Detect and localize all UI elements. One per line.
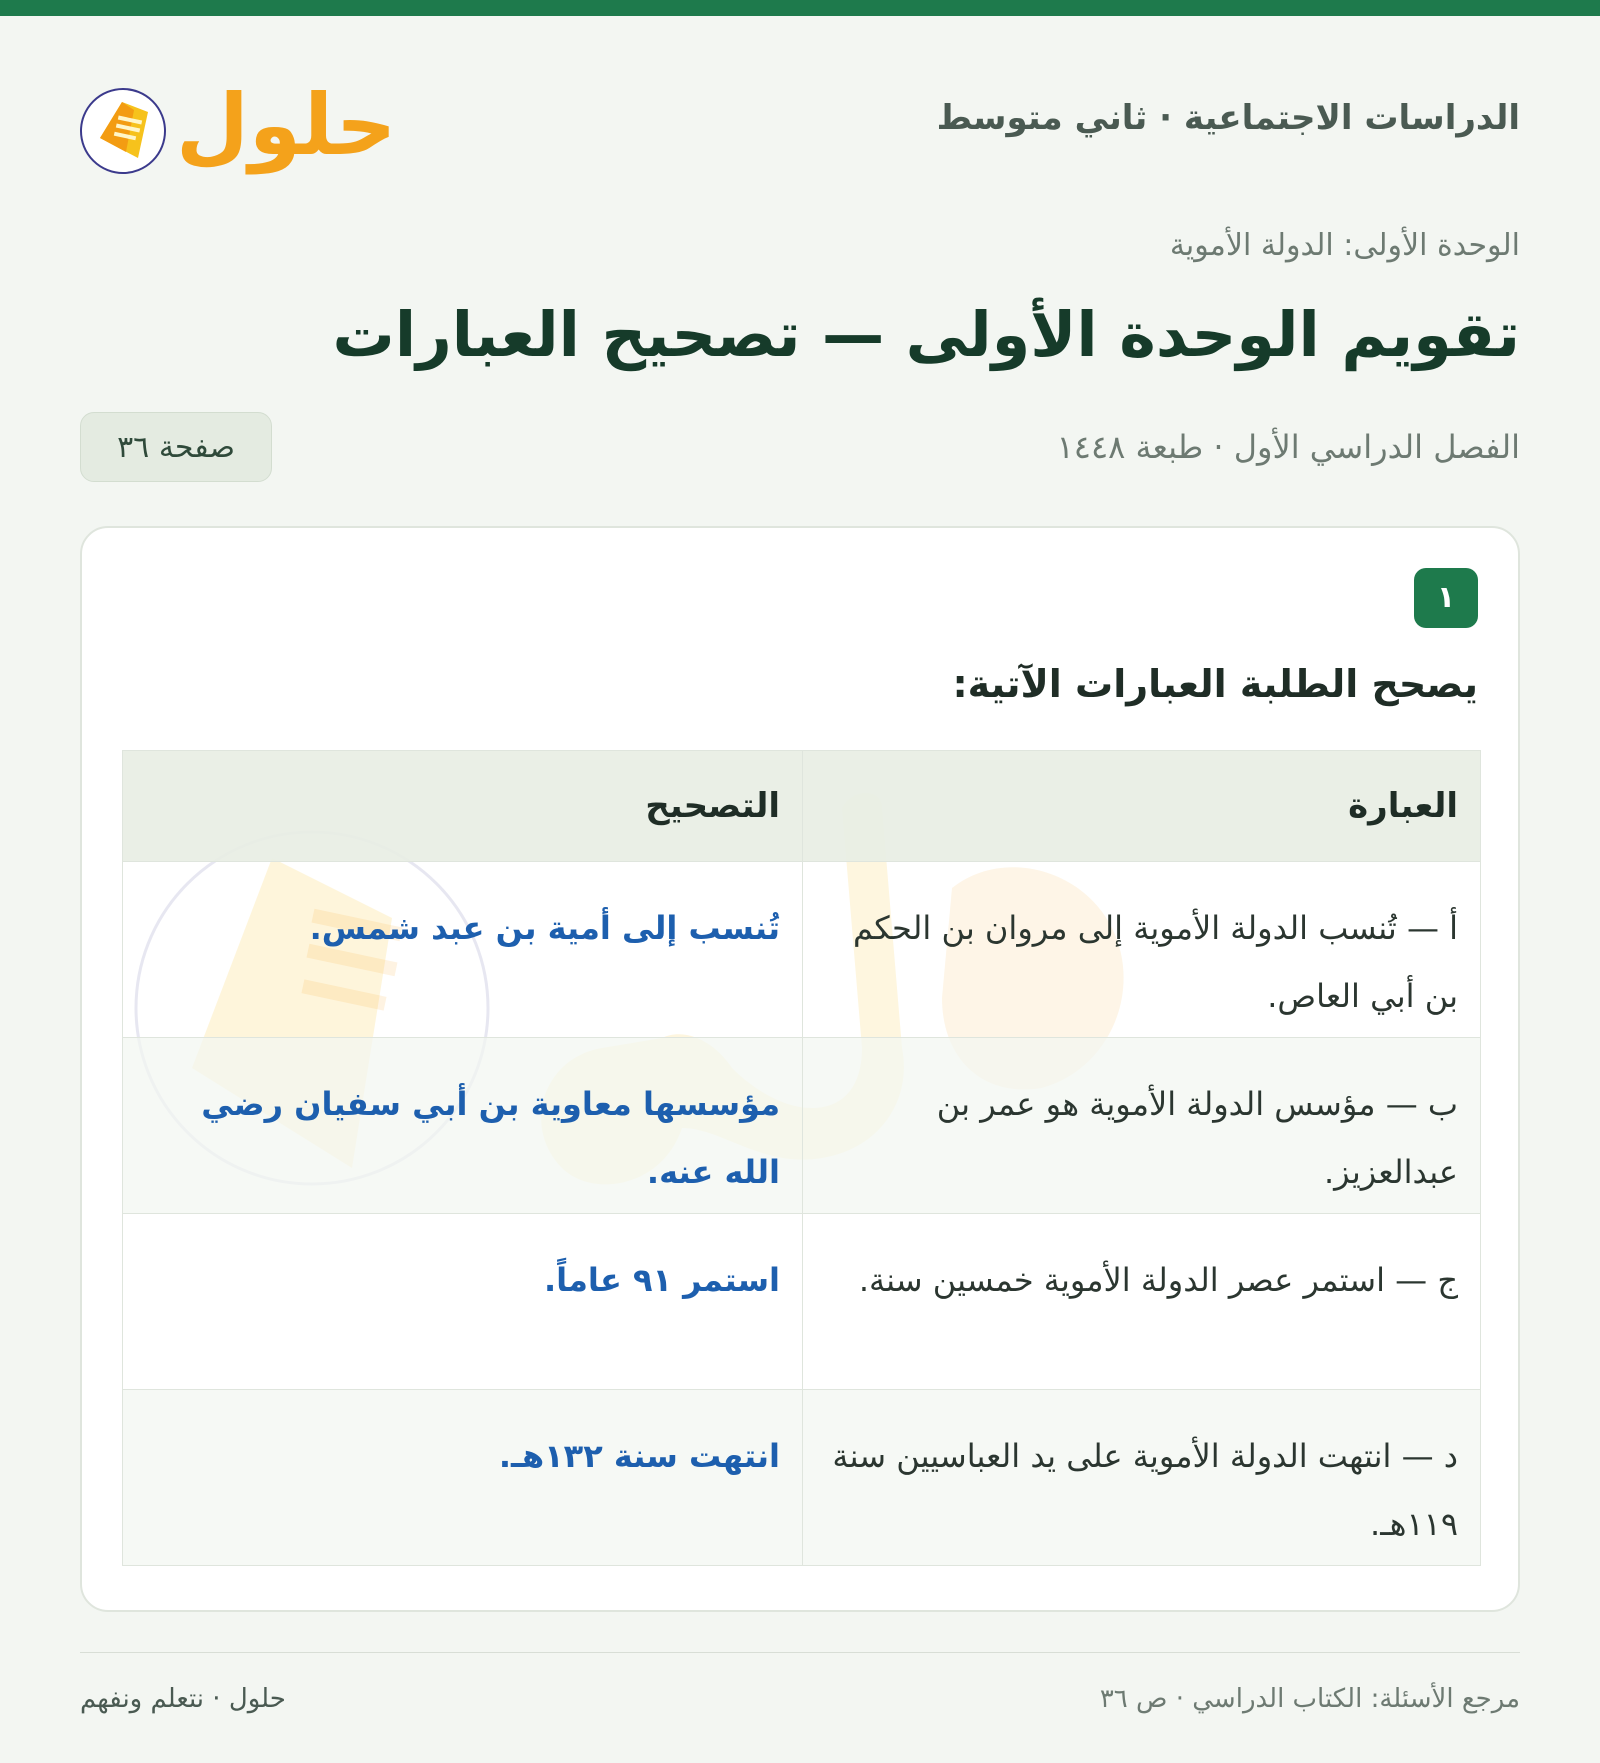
hulul-logo[interactable] (80, 70, 397, 180)
correction-cell: استمر ٩١ عاماً. (123, 1214, 803, 1390)
subject-title: الدراسات الاجتماعية · ثاني متوسط (936, 98, 1520, 138)
footer-brand[interactable]: حلول · نتعلم ونفهم (80, 1684, 286, 1714)
statement-cell: ج — استمر عصر الدولة الأموية خمسين سنة. (803, 1214, 1481, 1390)
statement-cell: د — انتهت الدولة الأموية على يد العباسيين سنة ١١٩هـ. (803, 1390, 1481, 1566)
page-title: تقويم الوحدة الأولى — تصحيح العبارات (332, 298, 1520, 371)
statement-cell: أ — تُنسب الدولة الأموية إلى مروان بن الحكم بن أبي العاص. (803, 862, 1481, 1038)
footer-divider (80, 1652, 1520, 1653)
breadcrumb: الوحدة الأولى: الدولة الأموية (1169, 228, 1520, 263)
table-row (123, 862, 1481, 1038)
table-header-row (123, 751, 1481, 862)
column-header-correction: التصحيح (123, 751, 803, 862)
page-number-badge: صفحة ٣٦ (80, 412, 272, 482)
statement-cell: ب — مؤسس الدولة الأموية هو عمر بن عبدالعزيز. (803, 1038, 1481, 1214)
logo-wordmark: حلول (176, 76, 397, 174)
question-card (80, 526, 1520, 1612)
correction-cell: تُنسب إلى أمية بن عبد شمس. (123, 862, 803, 1038)
question-number-badge: ١ (1414, 568, 1478, 628)
table-row (123, 1390, 1481, 1566)
book-icon (80, 88, 166, 174)
column-header-statement: العبارة (803, 751, 1481, 862)
correction-cell: مؤسسها معاوية بن أبي سفيان رضي الله عنه. (123, 1038, 803, 1214)
question-prompt: يصحح الطلبة العبارات الآتية: (952, 662, 1478, 706)
top-accent-bar (0, 0, 1600, 16)
table-row (123, 1214, 1481, 1390)
page-header (80, 70, 1520, 180)
correction-cell: انتهت سنة ١٣٢هـ. (123, 1390, 803, 1566)
footer-reference: مرجع الأسئلة: الكتاب الدراسي · ص ٣٦ (1099, 1684, 1520, 1714)
corrections-table (122, 750, 1481, 1566)
term-edition-line: الفصل الدراسي الأول · طبعة ١٤٤٨ (1056, 428, 1520, 466)
table-row (123, 1038, 1481, 1214)
